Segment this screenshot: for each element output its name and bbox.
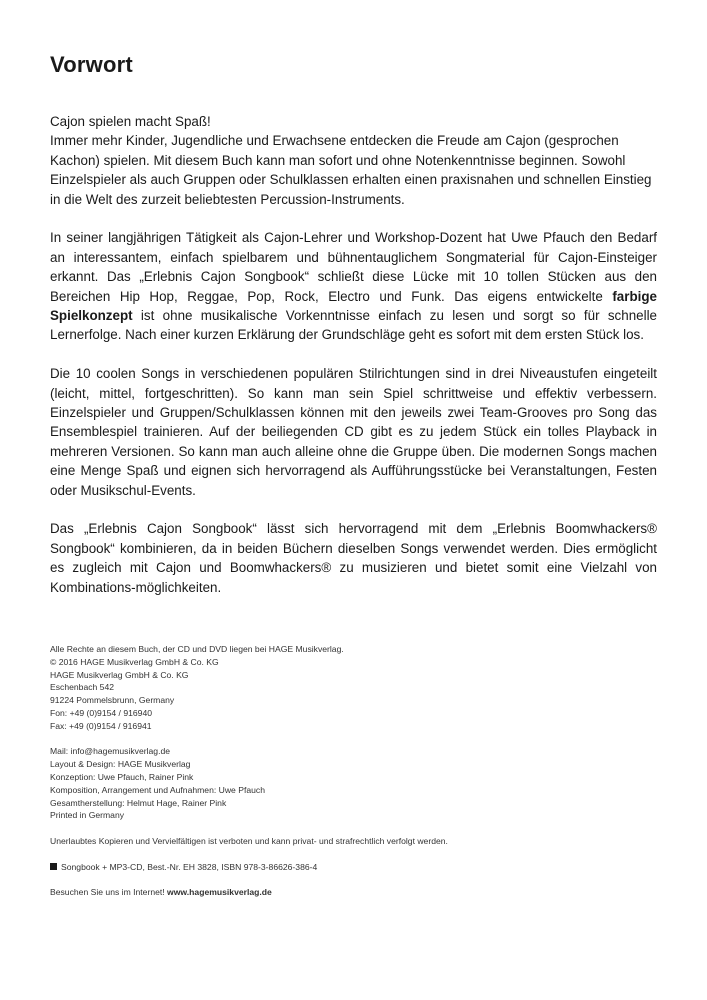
imprint-line: Alle Rechte an diesem Buch, der CD und DVD liegen bei HAGE Musikverlag.: [50, 644, 344, 654]
visit-line: [50, 886, 657, 899]
paragraph-3: Die 10 coolen Songs in verschiedenen populären Stilrichtungen sind in drei Niveaustufen eingeteilt (leicht, mittel, fortgeschritten). So kann man sein Spiel schrittweise und effektiv verbessern. Einzelspieler und Gruppen/Schulklassen können mit den jeweils zwei Team-Grooves pro Song das Ensemblespiel trainieren. Auf der beiliegenden CD gibt es zu jedem Stück ein tolles Playback in mehreren Versionen. So kann man auch alleine ohne die Gruppe üben. Die modernen Songs machen eine Menge Spaß und eignen sich hervorragend als Aufführungsstücke bei Veranstaltungen, Festen oder Musikschul-Events.: [50, 366, 657, 498]
copyright-block: [50, 835, 657, 848]
intro-first-line: Cajon spielen macht Spaß!: [50, 114, 211, 129]
paragraph-2-bold: farbige Spielkonzept: [50, 288, 657, 324]
credit-line: Mail: info@hagemusikverlag.de: [50, 746, 171, 757]
imprint-line: Fon: +49 (0)9154 / 916940: [50, 707, 153, 718]
paragraph-4: Das „Erlebnis Cajon Songbook“ lässt sich hervorragend mit dem „Erlebnis Boomwhackers® Songbook“ kombinieren, da in beiden Büchern dieselben Songs verwendet werden. Dies ermöglicht es zugleich mit Cajon und Boomwhackers® zu musizieren und bietet somit eine Vielzahl von Kombinations-möglichkeiten.: [50, 521, 657, 595]
credit-line: Printed in Germany: [50, 810, 125, 821]
credit-line: Gesamtherstellung: Helmut Hage, Rainer Pink: [50, 797, 227, 808]
product-line: [50, 861, 657, 874]
square-bullet-icon: [50, 863, 57, 870]
imprint-line: © 2016 HAGE Musikverlag GmbH & Co. KG: [50, 656, 219, 667]
credit-line: Konzeption: Uwe Pfauch, Rainer Pink: [50, 771, 194, 782]
imprint-line: HAGE Musikverlag GmbH & Co. KG: [50, 669, 189, 680]
paragraph-2: [50, 228, 657, 344]
credit-line: Komposition, Arrangement und Aufnahmen: Uwe Pfauch: [50, 784, 265, 795]
imprint-line: 91224 Pommelsbrunn, Germany: [50, 695, 175, 706]
copyright-notice: Unerlaubtes Kopieren und Vervielfältigen ist verboten und kann privat- und strafrechtlich verfolgt werden.: [50, 835, 448, 846]
visit-text: Besuchen Sie uns im Internet!: [50, 887, 168, 898]
intro-paragraph: [50, 112, 657, 209]
product-block: [50, 861, 657, 874]
visit-block: [50, 886, 657, 899]
credits-block: [50, 745, 657, 822]
paragraph-2-text-after: ist ohne musikalische Vorkenntnisse einfach zu lesen und sorgt so für schnelle Lernerfolge. Nach einer kurzen Erklärung der Grundschläge geht es sofort mit dem ersten Stück los.: [50, 308, 657, 343]
credit-line: Layout & Design: HAGE Musikverlag: [50, 759, 191, 770]
website-link[interactable]: www.hagemusikverlag.de: [167, 887, 272, 898]
imprint-line: Fax: +49 (0)9154 / 916941: [50, 720, 152, 731]
intro-text: Immer mehr Kinder, Jugendliche und Erwachsene entdecken die Freude am Cajon (gesprochen Kachon) spielen. Mit diesem Buch kann man sofort und ohne Notenkenntnisse beginnen. Sowohl Einzelspieler als auch Gruppen oder Schulklassen erhalten einen praxisnahen und schnellen Einstieg in die Welt des zurzeit beliebtesten Percussion-Instruments.: [50, 133, 652, 207]
foreword-body: [50, 112, 657, 617]
paragraph-2-text-before: In seiner langjährigen Tätigkeit als Cajon-Lehrer und Workshop-Dozent hat Uwe Pfauch den Bedarf an interessantem, einfach spielbarem und bühnentauglichem Songmaterial für Cajon-Einsteiger erkannt. Das „Erlebnis Cajon Songbook“ schließt diese Lücke mit 10 tollen Stücken aus den Bereichen Hip Hop, Reggae, Pop, Rock, Electro und Funk. Das eigens entwickelte: [50, 230, 657, 304]
imprint-line: Eschenbach 542: [50, 682, 115, 693]
page-title: Vorwort: [50, 52, 133, 77]
publisher-block: [50, 643, 657, 733]
imprint: [50, 643, 657, 912]
product-info: Songbook + MP3-CD, Best.-Nr. EH 3828, ISBN 978-3-86626-386-4: [61, 861, 318, 872]
